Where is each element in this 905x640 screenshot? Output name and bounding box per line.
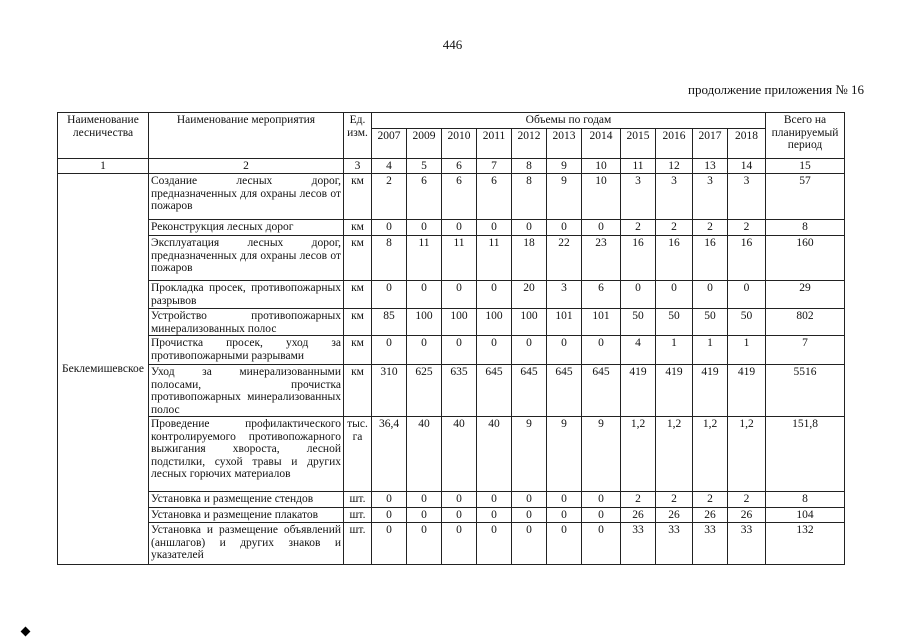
- column-number: 13: [693, 158, 728, 174]
- year-value-cell: 11: [407, 236, 442, 281]
- year-value-cell: 40: [477, 417, 512, 492]
- year-value-cell: 2: [656, 492, 693, 508]
- header-forestry: Наименование лесничества: [58, 113, 149, 159]
- year-value-cell: 0: [442, 492, 477, 508]
- year-value-cell: 645: [477, 365, 512, 417]
- column-number: 5: [407, 158, 442, 174]
- year-value-cell: 1: [728, 336, 766, 365]
- year-value-cell: 2: [621, 492, 656, 508]
- header-volumes-by-year: Объемы по годам: [372, 113, 766, 129]
- year-value-cell: 0: [512, 507, 547, 523]
- activity-name: Прокладка просек, противопожарных разрывов: [149, 281, 344, 309]
- table-row: [58, 365, 845, 417]
- year-value-cell: 0: [477, 492, 512, 508]
- year-value-cell: 2: [372, 174, 407, 220]
- total-cell: 104: [766, 507, 845, 523]
- year-value-cell: 16: [621, 236, 656, 281]
- header-year-2016: 2016: [656, 128, 693, 158]
- year-value-cell: 3: [547, 281, 582, 309]
- header-year-2007: 2007: [372, 128, 407, 158]
- column-number: 6: [442, 158, 477, 174]
- year-value-cell: 0: [407, 336, 442, 365]
- year-value-cell: 20: [512, 281, 547, 309]
- table-row: [58, 174, 845, 220]
- year-value-cell: 6: [477, 174, 512, 220]
- header-activity: Наименование мероприятия: [149, 113, 344, 159]
- year-value-cell: 0: [547, 336, 582, 365]
- unit-cell: км: [344, 281, 372, 309]
- year-value-cell: 0: [582, 523, 621, 565]
- column-number: 4: [372, 158, 407, 174]
- year-value-cell: 0: [477, 507, 512, 523]
- table-row: [58, 309, 845, 336]
- year-value-cell: 16: [728, 236, 766, 281]
- year-value-cell: 33: [656, 523, 693, 565]
- total-cell: 7: [766, 336, 845, 365]
- year-value-cell: 26: [728, 507, 766, 523]
- year-value-cell: 9: [547, 417, 582, 492]
- year-value-cell: 9: [582, 417, 621, 492]
- year-value-cell: 8: [372, 236, 407, 281]
- unit-cell: км: [344, 220, 372, 236]
- year-value-cell: 26: [621, 507, 656, 523]
- year-value-cell: 2: [728, 492, 766, 508]
- year-value-cell: 40: [407, 417, 442, 492]
- year-value-cell: 22: [547, 236, 582, 281]
- year-value-cell: 0: [477, 220, 512, 236]
- activity-name: Устройство противопожарных минерализованных полос: [149, 309, 344, 336]
- year-value-cell: 6: [407, 174, 442, 220]
- unit-cell: тыс. га: [344, 417, 372, 492]
- header-total: Всего на планируемый период: [766, 113, 845, 159]
- year-value-cell: 645: [547, 365, 582, 417]
- activity-name: Эксплуатация лесных дорог, предназначенных для охраны лесов от пожаров: [149, 236, 344, 281]
- total-cell: 151,8: [766, 417, 845, 492]
- column-number: 8: [512, 158, 547, 174]
- year-value-cell: 645: [512, 365, 547, 417]
- table-row: [58, 492, 845, 508]
- year-value-cell: 1: [656, 336, 693, 365]
- unit-cell: шт.: [344, 507, 372, 523]
- year-value-cell: 0: [512, 220, 547, 236]
- unit-cell: км: [344, 309, 372, 336]
- year-value-cell: 3: [621, 174, 656, 220]
- year-value-cell: 0: [582, 492, 621, 508]
- total-cell: 132: [766, 523, 845, 565]
- year-value-cell: 419: [728, 365, 766, 417]
- year-value-cell: 0: [477, 281, 512, 309]
- activity-name: Установка и размещение плакатов: [149, 507, 344, 523]
- column-number: 15: [766, 158, 845, 174]
- year-value-cell: 50: [728, 309, 766, 336]
- year-value-cell: 0: [656, 281, 693, 309]
- year-value-cell: 419: [693, 365, 728, 417]
- year-value-cell: 8: [512, 174, 547, 220]
- year-value-cell: 1,2: [728, 417, 766, 492]
- total-cell: 57: [766, 174, 845, 220]
- activity-name: Проведение профилактического контролируемого противопожарного выжигания хвороста, лесной подстилки, сухой травы и других лесных горючих материалов: [149, 417, 344, 492]
- year-value-cell: 0: [372, 220, 407, 236]
- unit-cell: км: [344, 174, 372, 220]
- column-number-row: [58, 158, 845, 174]
- year-value-cell: 50: [693, 309, 728, 336]
- year-value-cell: 645: [582, 365, 621, 417]
- year-value-cell: 310: [372, 365, 407, 417]
- total-cell: 802: [766, 309, 845, 336]
- header-unit: Ед. изм.: [344, 113, 372, 159]
- header-row-1: [58, 113, 845, 129]
- year-value-cell: 26: [693, 507, 728, 523]
- year-value-cell: 101: [547, 309, 582, 336]
- year-value-cell: 0: [407, 507, 442, 523]
- year-value-cell: 16: [693, 236, 728, 281]
- year-value-cell: 0: [372, 492, 407, 508]
- year-value-cell: 36,4: [372, 417, 407, 492]
- year-value-cell: 0: [547, 507, 582, 523]
- column-number: 14: [728, 158, 766, 174]
- year-value-cell: 0: [477, 523, 512, 565]
- year-value-cell: 0: [407, 220, 442, 236]
- unit-cell: км: [344, 236, 372, 281]
- year-value-cell: 4: [621, 336, 656, 365]
- year-value-cell: 0: [512, 492, 547, 508]
- header-year-2013: 2013: [547, 128, 582, 158]
- year-value-cell: 0: [372, 281, 407, 309]
- year-value-cell: 2: [693, 220, 728, 236]
- year-value-cell: 23: [582, 236, 621, 281]
- year-value-cell: 3: [656, 174, 693, 220]
- year-value-cell: 26: [656, 507, 693, 523]
- year-value-cell: 11: [442, 236, 477, 281]
- header-year-2009: 2009: [407, 128, 442, 158]
- year-value-cell: 0: [621, 281, 656, 309]
- header-year-2015: 2015: [621, 128, 656, 158]
- column-number: 2: [149, 158, 344, 174]
- year-value-cell: 0: [512, 523, 547, 565]
- unit-cell: км: [344, 365, 372, 417]
- year-value-cell: 0: [372, 336, 407, 365]
- total-cell: 8: [766, 492, 845, 508]
- year-value-cell: 0: [442, 220, 477, 236]
- column-number: 7: [477, 158, 512, 174]
- total-cell: 5516: [766, 365, 845, 417]
- year-value-cell: 0: [442, 281, 477, 309]
- year-value-cell: 419: [621, 365, 656, 417]
- year-value-cell: 0: [547, 220, 582, 236]
- page-corner-mark-icon: [21, 627, 31, 637]
- year-value-cell: 0: [407, 492, 442, 508]
- unit-cell: шт.: [344, 523, 372, 565]
- year-value-cell: 0: [372, 523, 407, 565]
- header-year-2014: 2014: [582, 128, 621, 158]
- year-value-cell: 18: [512, 236, 547, 281]
- year-value-cell: 0: [693, 281, 728, 309]
- year-value-cell: 0: [477, 336, 512, 365]
- year-value-cell: 1,2: [693, 417, 728, 492]
- activity-name: Создание лесных дорог, предназначенных для охраны лесов от пожаров: [149, 174, 344, 220]
- year-value-cell: 9: [512, 417, 547, 492]
- year-value-cell: 1,2: [656, 417, 693, 492]
- year-value-cell: 33: [621, 523, 656, 565]
- header-year-2011: 2011: [477, 128, 512, 158]
- year-value-cell: 0: [442, 507, 477, 523]
- year-value-cell: 0: [582, 220, 621, 236]
- table-row: [58, 417, 845, 492]
- year-value-cell: 635: [442, 365, 477, 417]
- activity-name: Реконструкция лесных дорог: [149, 220, 344, 236]
- year-value-cell: 0: [407, 281, 442, 309]
- column-number: 1: [58, 158, 149, 174]
- year-value-cell: 0: [728, 281, 766, 309]
- table-row: [58, 220, 845, 236]
- year-value-cell: 6: [442, 174, 477, 220]
- year-value-cell: 0: [512, 336, 547, 365]
- year-value-cell: 2: [621, 220, 656, 236]
- year-value-cell: 50: [621, 309, 656, 336]
- year-value-cell: 0: [372, 507, 407, 523]
- unit-cell: км: [344, 336, 372, 365]
- year-value-cell: 0: [442, 523, 477, 565]
- year-value-cell: 2: [693, 492, 728, 508]
- column-number: 9: [547, 158, 582, 174]
- year-value-cell: 100: [442, 309, 477, 336]
- column-number: 3: [344, 158, 372, 174]
- activity-name: Установка и размещение стендов: [149, 492, 344, 508]
- year-value-cell: 2: [728, 220, 766, 236]
- year-value-cell: 3: [728, 174, 766, 220]
- activity-name: Уход за минерализованными полосами, прочистка противопожарных минерализованных полос: [149, 365, 344, 417]
- year-value-cell: 16: [656, 236, 693, 281]
- unit-cell: шт.: [344, 492, 372, 508]
- page-number: 446: [442, 37, 463, 52]
- header-year-2018: 2018: [728, 128, 766, 158]
- table-row: [58, 523, 845, 565]
- year-value-cell: 101: [582, 309, 621, 336]
- year-value-cell: 3: [693, 174, 728, 220]
- year-value-cell: 0: [547, 523, 582, 565]
- year-value-cell: 33: [693, 523, 728, 565]
- year-value-cell: 0: [582, 507, 621, 523]
- table-row: [58, 507, 845, 523]
- year-value-cell: 9: [547, 174, 582, 220]
- year-value-cell: 11: [477, 236, 512, 281]
- activity-name: Установка и размещение объявлений (аншлагов) и других знаков и указателей: [149, 523, 344, 565]
- year-value-cell: 50: [656, 309, 693, 336]
- header-year-2012: 2012: [512, 128, 547, 158]
- total-cell: 160: [766, 236, 845, 281]
- header-year-2010: 2010: [442, 128, 477, 158]
- continuation-label: продолжение приложения № 16: [688, 82, 864, 97]
- year-value-cell: 419: [656, 365, 693, 417]
- year-value-cell: 100: [477, 309, 512, 336]
- column-number: 11: [621, 158, 656, 174]
- year-value-cell: 625: [407, 365, 442, 417]
- year-value-cell: 0: [407, 523, 442, 565]
- activity-name: Прочистка просек, уход за противопожарными разрывами: [149, 336, 344, 365]
- year-value-cell: 40: [442, 417, 477, 492]
- year-value-cell: 85: [372, 309, 407, 336]
- year-value-cell: 0: [442, 336, 477, 365]
- year-value-cell: 10: [582, 174, 621, 220]
- year-value-cell: 0: [582, 336, 621, 365]
- year-value-cell: 6: [582, 281, 621, 309]
- total-cell: 8: [766, 220, 845, 236]
- column-number: 10: [582, 158, 621, 174]
- table-row: [58, 281, 845, 309]
- year-value-cell: 2: [656, 220, 693, 236]
- header-year-2017: 2017: [693, 128, 728, 158]
- table-row: [58, 336, 845, 365]
- year-value-cell: 33: [728, 523, 766, 565]
- year-value-cell: 0: [547, 492, 582, 508]
- column-number: 12: [656, 158, 693, 174]
- year-value-cell: 1: [693, 336, 728, 365]
- table-row: [58, 236, 845, 281]
- year-value-cell: 1,2: [621, 417, 656, 492]
- table-body: [58, 113, 845, 565]
- total-cell: 29: [766, 281, 845, 309]
- year-value-cell: 100: [512, 309, 547, 336]
- forest-fire-measures-table: [57, 112, 845, 565]
- forestry-name: Беклемишевское: [58, 174, 149, 565]
- year-value-cell: 100: [407, 309, 442, 336]
